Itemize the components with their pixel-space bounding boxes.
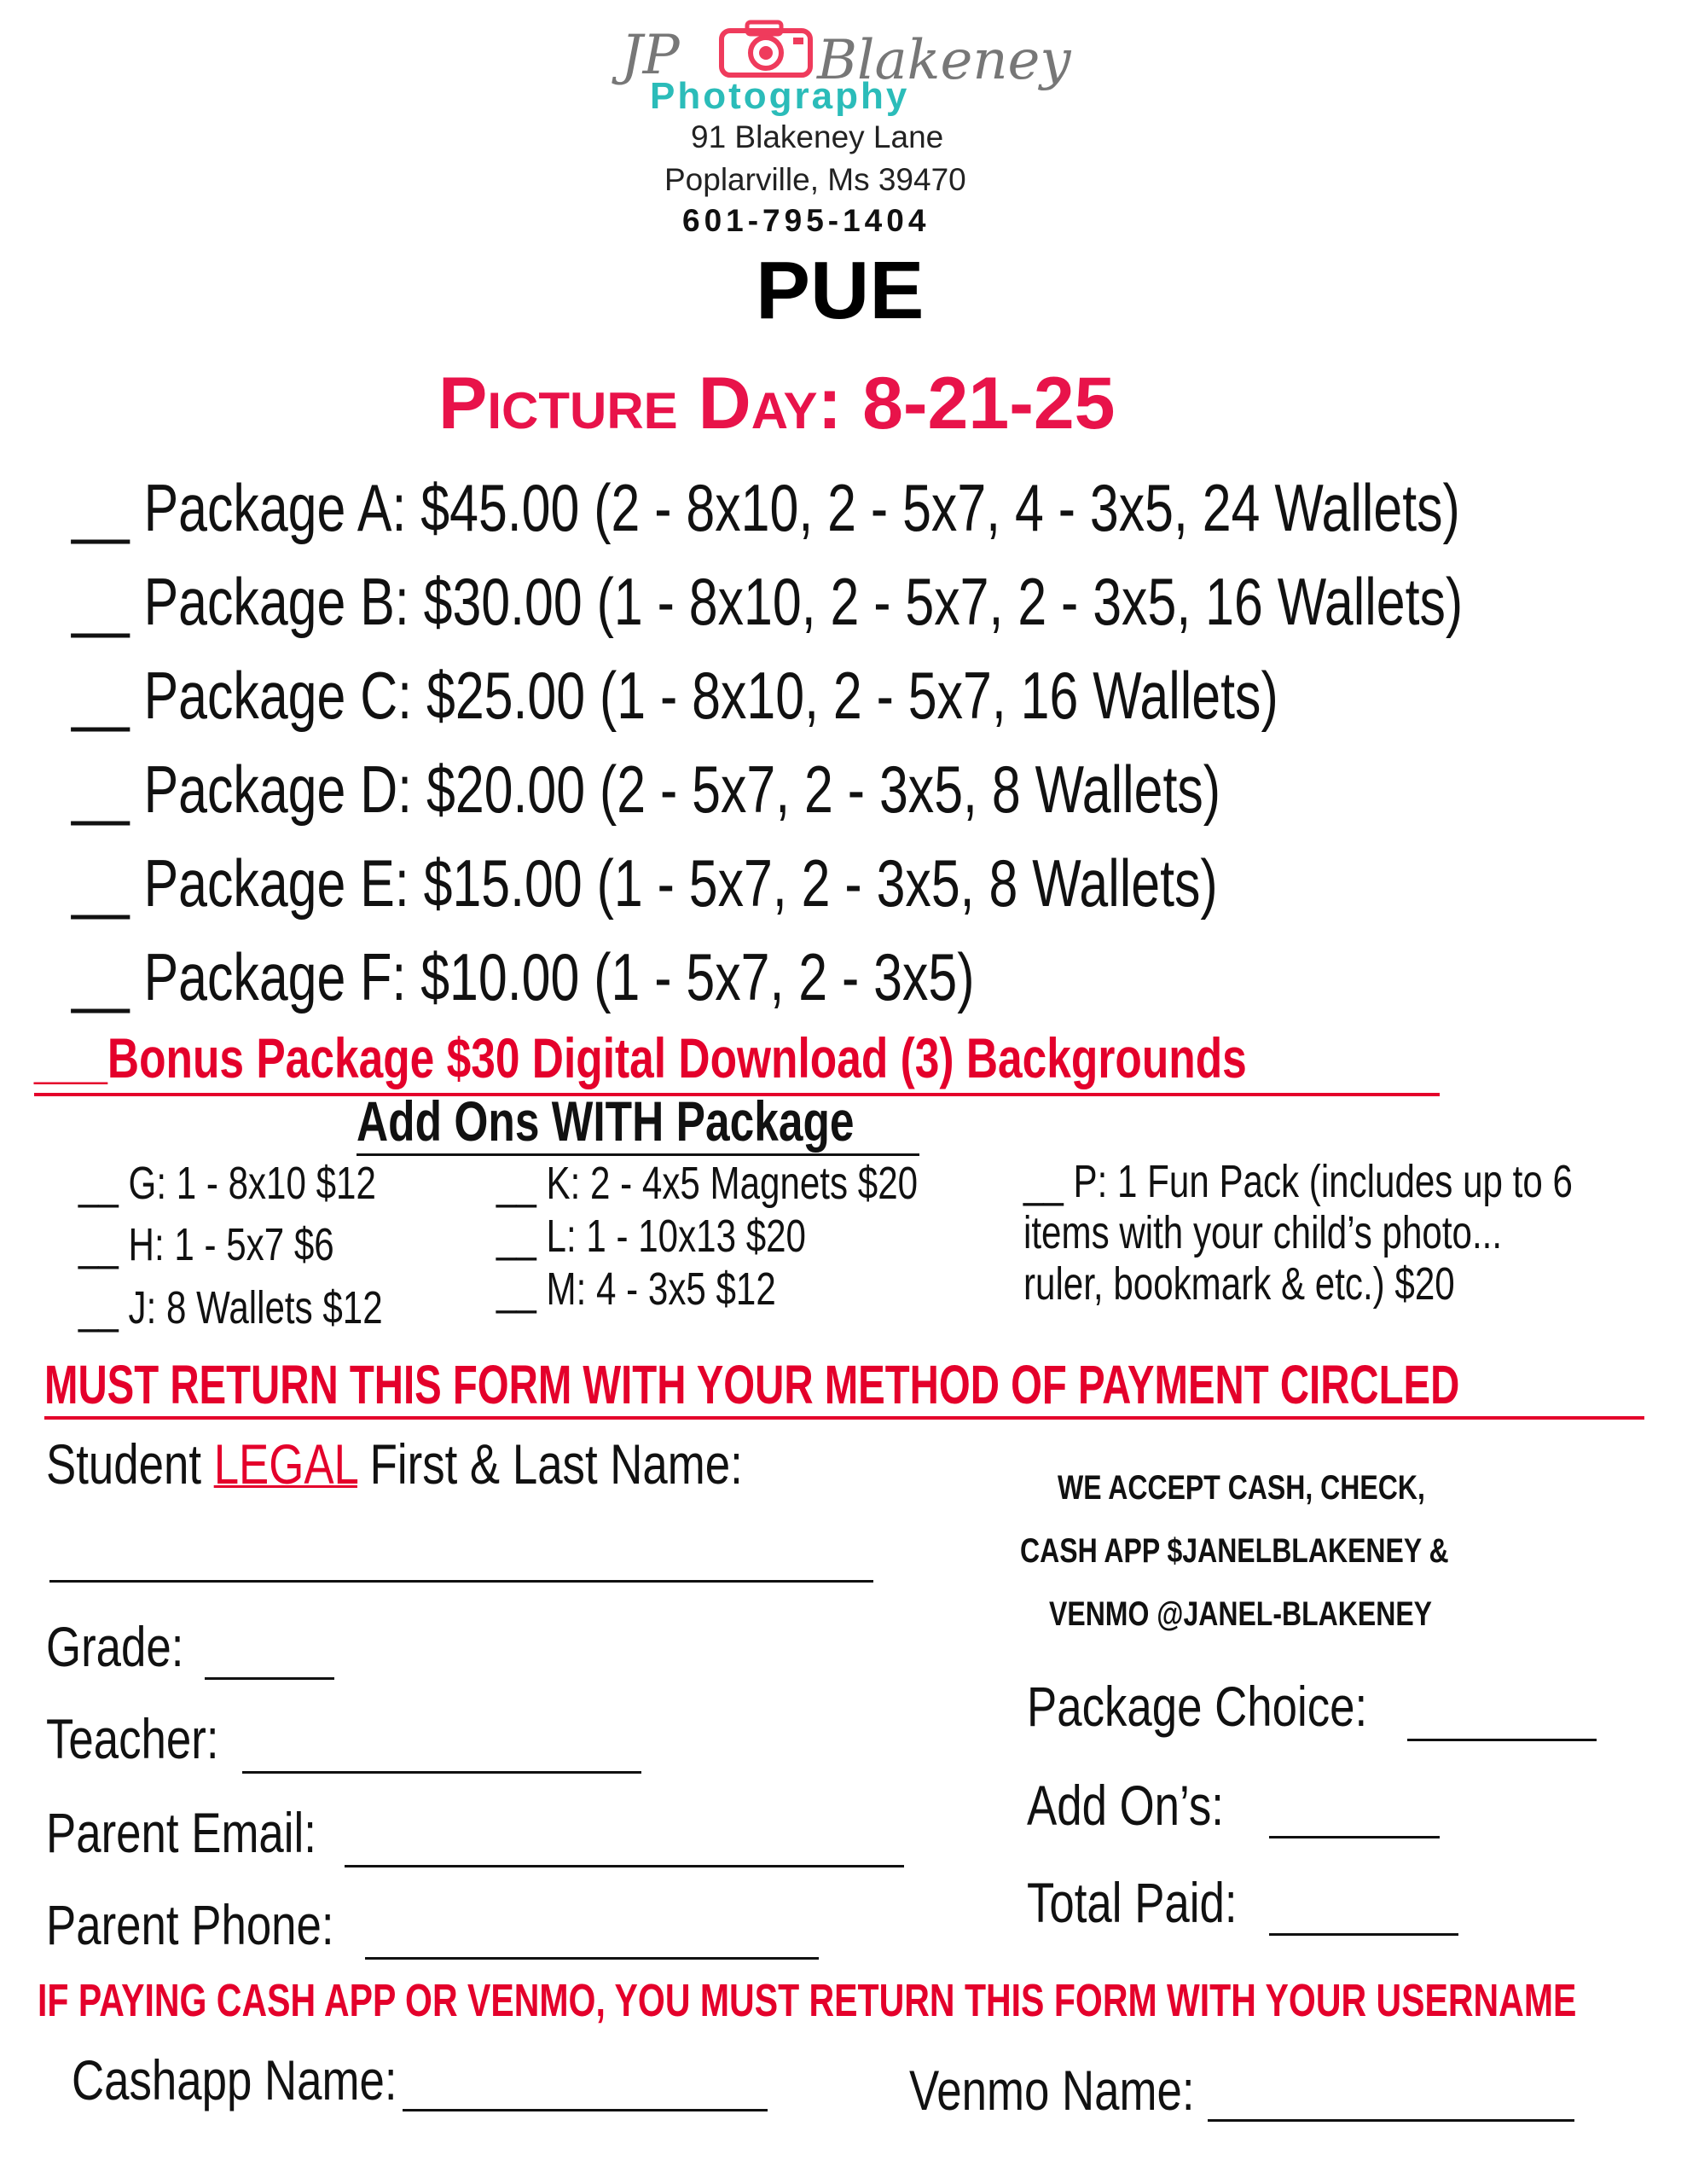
addon-p-line1: __ P: 1 Fun Pack (includes up to 6	[1023, 1156, 1573, 1207]
total-paid-label: Total Paid:	[1027, 1871, 1238, 1934]
parent-email-input[interactable]	[345, 1865, 904, 1867]
total-paid-input[interactable]	[1269, 1933, 1458, 1936]
student-label-post: First & Last Name:	[357, 1432, 743, 1496]
add-ons-input[interactable]	[1269, 1836, 1440, 1838]
addon-m: __ M: 4 - 3x5 $12	[496, 1263, 776, 1315]
add-ons-label: Add On’s:	[1027, 1774, 1224, 1837]
if-paying-notice: IF PAYING CASH APP OR VENMO, YOU MUST RETURN THIS FORM WITH YOUR USERNAME	[38, 1975, 1577, 2026]
venmo-name-input[interactable]	[1208, 2119, 1574, 2122]
addon-k: __ K: 2 - 4x5 Magnets $20	[496, 1158, 919, 1209]
logo-photography-text: Photography	[650, 75, 910, 117]
must-return-notice: MUST RETURN THIS FORM WITH YOUR METHOD OF PAYMENT CIRCLED	[44, 1354, 1460, 1415]
addon-j: __ J: 8 Wallets $12	[78, 1282, 383, 1333]
addon-g: __ G: 1 - 8x10 $12	[78, 1158, 376, 1209]
address-line-2: Poplarville, Ms 39470	[664, 162, 966, 197]
school-name: PUE	[756, 245, 925, 336]
accept-line-2: CASH APP $JANELBLAKENEY &	[1020, 1532, 1449, 1570]
package-e: __ Package E: $15.00 (1 - 5x7, 2 - 3x5, 8 Wallets)	[72, 845, 1218, 921]
addon-p-line2: items with your child’s photo...	[1023, 1207, 1503, 1258]
student-label-legal: LEGAL	[213, 1432, 357, 1496]
bonus-text: Bonus Package $30 Digital Download (3) Backgrounds	[107, 1026, 1247, 1089]
addon-h: __ H: 1 - 5x7 $6	[78, 1219, 334, 1270]
grade-label: Grade:	[46, 1615, 184, 1678]
addons-title-underline	[357, 1153, 919, 1156]
addon-p-line3: ruler, bookmark & etc.) $20	[1023, 1258, 1455, 1310]
package-d: __ Package D: $20.00 (2 - 5x7, 2 - 3x5, 8 Wallets)	[72, 752, 1221, 827]
addons-title: Add Ons WITH Package	[357, 1089, 855, 1153]
picture-day: Picture Day: 8-21-25	[438, 363, 1116, 444]
must-return-underline	[44, 1416, 1644, 1420]
student-name-input[interactable]	[49, 1580, 873, 1583]
phone-number: 601-795-1404	[682, 203, 930, 238]
addon-l: __ L: 1 - 10x13 $20	[496, 1211, 806, 1262]
parent-email-label: Parent Email:	[46, 1801, 316, 1864]
package-choice-label: Package Choice:	[1027, 1675, 1368, 1738]
accept-line-1: WE ACCEPT CASH, CHECK,	[1058, 1469, 1425, 1507]
bonus-prefix: ___	[34, 1026, 107, 1089]
parent-phone-input[interactable]	[365, 1957, 819, 1960]
cashapp-name-input[interactable]	[403, 2109, 768, 2111]
teacher-label: Teacher:	[46, 1707, 219, 1770]
parent-phone-label: Parent Phone:	[46, 1893, 334, 1956]
grade-input[interactable]	[205, 1677, 334, 1680]
package-a: __ Package A: $45.00 (2 - 8x10, 2 - 5x7, 4 - 3x5, 24 Wallets)	[72, 470, 1460, 545]
bonus-package	[34, 1025, 1247, 1090]
accept-line-3: VENMO @JANEL-BLAKENEY	[1049, 1595, 1433, 1633]
teacher-input[interactable]	[242, 1771, 641, 1774]
camera-icon	[715, 19, 817, 78]
package-choice-input[interactable]	[1407, 1739, 1597, 1741]
logo-blakeney-text: Blakeney	[817, 29, 1071, 92]
logo-jp-text: JP	[621, 24, 680, 87]
package-b: __ Package B: $30.00 (1 - 8x10, 2 - 5x7, 2 - 3x5, 16 Wallets)	[72, 564, 1464, 639]
address-line-1: 91 Blakeney Lane	[691, 119, 944, 154]
cashapp-name-label: Cashapp Name:	[72, 2048, 397, 2111]
student-name-label	[46, 1432, 743, 1496]
package-f: __ Package F: $10.00 (1 - 5x7, 2 - 3x5)	[72, 939, 975, 1014]
package-c: __ Package C: $25.00 (1 - 8x10, 2 - 5x7, 16 Wallets)	[72, 658, 1278, 733]
student-label-pre: Student	[46, 1432, 214, 1496]
venmo-name-label: Venmo Name:	[909, 2059, 1195, 2122]
